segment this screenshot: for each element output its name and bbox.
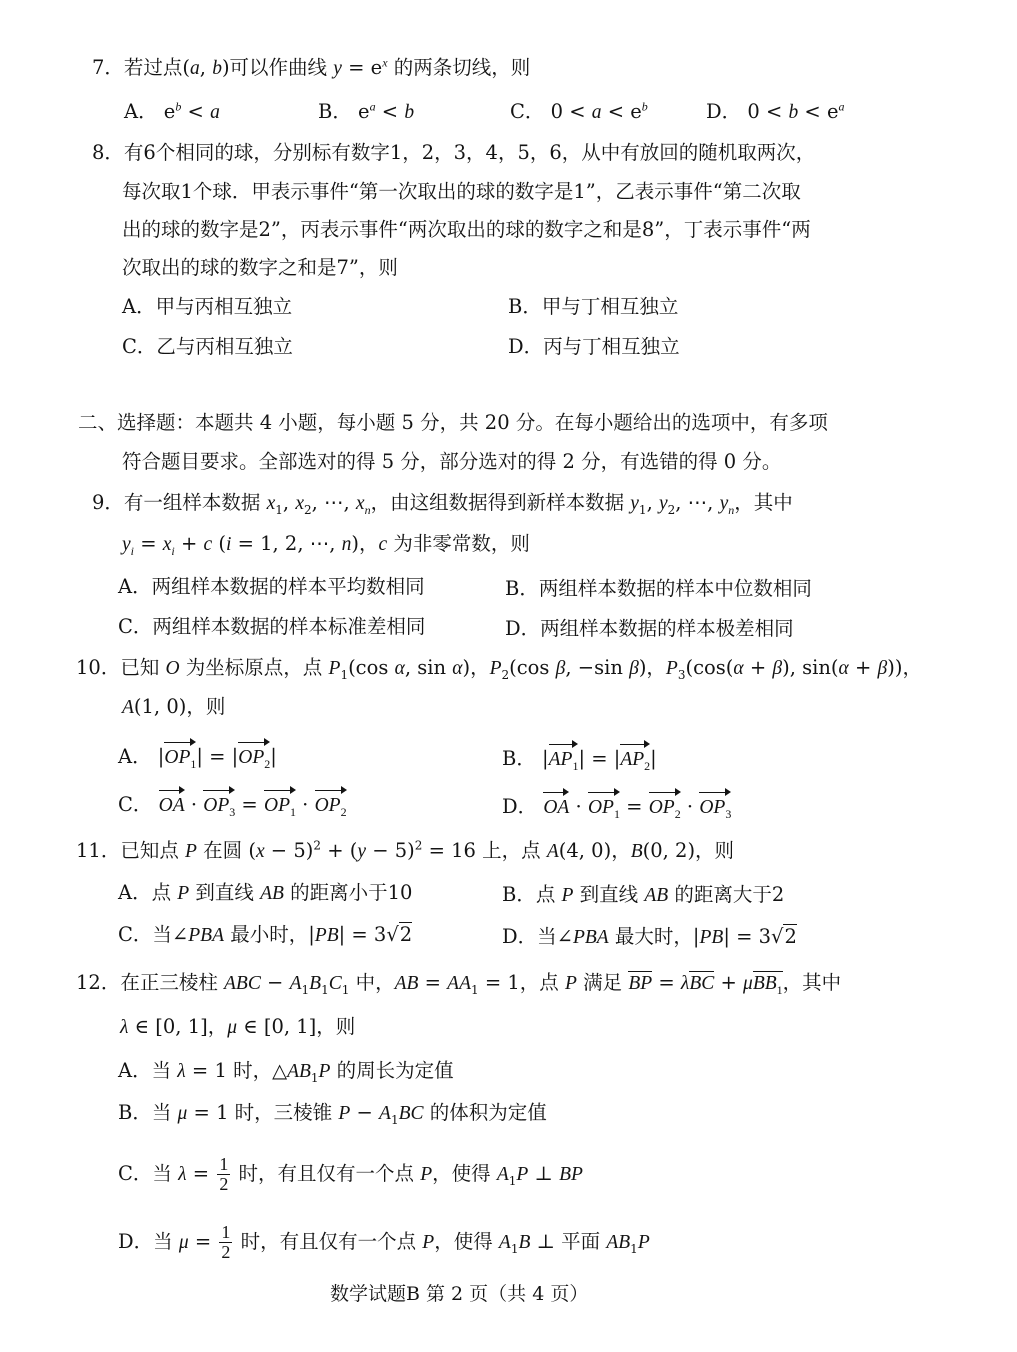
q7-stem: 7．若过点(a, b)可以作曲线 $y = e^x$ 的两条切线，则	[92, 55, 531, 79]
q8-option-a: A．甲与丙相互独立	[122, 295, 293, 318]
q7-option-c: C． $0 < a < e^b$	[510, 99, 648, 123]
q9-option-b: B．两组样本数据的样本中位数相同	[505, 577, 812, 600]
q8-option-b: B．甲与丁相互独立	[508, 295, 679, 318]
section-2-heading: 二、选择题：本题共 4 小题，每小题 5 分，共 20 分。在每小题给出的选项中，有多项	[78, 411, 828, 434]
q9-stem-line-1: 9．有一组样本数据 $x_1$, $x_2$, ⋯, $x_n$，由这组数据得到新样本数据 $y_1$, $y_2$, ⋯, $y_n$，其中	[92, 491, 793, 517]
q11-option-d: D．当∠PBA 最大时，|PB| = 3√2	[502, 925, 797, 948]
q7-option-d: D． $0 < b < e^a$	[706, 99, 845, 123]
q11-stem: 11．已知点 P 在圆 $(x - 5)^2 + (y - 5)^2 = 16$ 上，点 A(4, 0)，B(0, 2)，则	[76, 838, 735, 862]
q11-option-c: C．当∠PBA 最小时，|PB| = 3√2	[118, 923, 413, 946]
q12-stem-line-1: 12．在正三棱柱 ABC − $A_1B_1C_1$ 中，AB = $AA_1 = 1$，点 P 满足 BP = λBC + μBB$_1$，其中	[76, 971, 842, 997]
q10-stem-line-1: 10．已知 O 为坐标原点，点 $P_1(\cos$ α, sin α)，$P_2(\cos$ β, −sin β)，$P_3(\cos(\alpha + \beta)$, sin(α + β))，	[76, 656, 922, 682]
q10-stem-line-2: A(1, 0)，则	[122, 695, 226, 718]
q7-option-b: B． $e^a < b$	[318, 99, 415, 123]
q10-option-d: D． OA · $OP_1 = OP_2 \cdot OP_3$	[502, 792, 731, 822]
q12-option-a: A．当 λ = 1 时，$\triangle AB_1P$ 的周长为定值	[118, 1059, 454, 1085]
q11-option-b: B．点 P 到直线 AB 的距离大于2	[502, 883, 785, 906]
q9-stem-line-2: $y_i = x_i + c$ (i = 1, 2, ⋯, n)，c 为非零常数，则	[122, 532, 530, 558]
section-2-note: 符合题目要求。全部选对的得 5 分，部分选对的得 2 分，有选错的得 0 分。	[122, 450, 782, 473]
q7-option-a: A． $e^b < a$	[124, 99, 220, 123]
q8-stem-line-4: 次取出的球的数字之和是7”，则	[122, 256, 398, 279]
page-footer: 数学试题B 第 2 页（共 4 页）	[330, 1283, 589, 1305]
q8-stem-line-3: 出的球的数字是2”，丙表示事件“两次取出的球的数字之和是8”，丁表示事件“两	[122, 218, 811, 241]
q8-stem-line-1: 8．有6个相同的球，分别标有数字1，2，3，4，5，6，从中有放回的随机取两次，	[92, 141, 816, 164]
q8-stem-line-2: 每次取1个球．甲表示事件“第一次取出的球的数字是1”，乙表示事件“第二次取	[122, 180, 801, 203]
q10-option-b: B． $|AP_1| = |AP_2|$	[502, 744, 657, 774]
q9-option-d: D．两组样本数据的样本极差相同	[505, 617, 794, 640]
q10-option-c: C． OA · $OP_3 = OP_1 \cdot OP_2$	[118, 790, 347, 820]
q9-option-c: C．两组样本数据的样本标准差相同	[118, 615, 426, 638]
q10-option-a: A． $|OP_1| = |OP_2|$	[118, 742, 277, 772]
q8-option-d: D．丙与丁相互独立	[508, 335, 680, 358]
q12-stem-line-2: λ ∈ [0, 1]，μ ∈ [0, 1]，则	[120, 1015, 356, 1038]
q12-option-d: D．当 μ = $\frac{1}{2}$ 时，有且仅有一个点 P，使得 $A_1B$ ⊥ 平面 $AB_1P$	[118, 1222, 650, 1262]
q12-option-b: B．当 μ = 1 时，三棱锥 $P - A_1BC$ 的体积为定值	[118, 1101, 547, 1127]
q12-option-c: C．当 λ = $\frac{1}{2}$ 时，有且仅有一个点 P，使得 $A_1P$ ⊥ BP	[118, 1154, 583, 1194]
q9-option-a: A．两组样本数据的样本平均数相同	[118, 575, 425, 598]
q11-option-a: A．点 P 到直线 AB 的距离小于10	[118, 881, 413, 904]
q8-option-c: C．乙与丙相互独立	[122, 335, 293, 358]
